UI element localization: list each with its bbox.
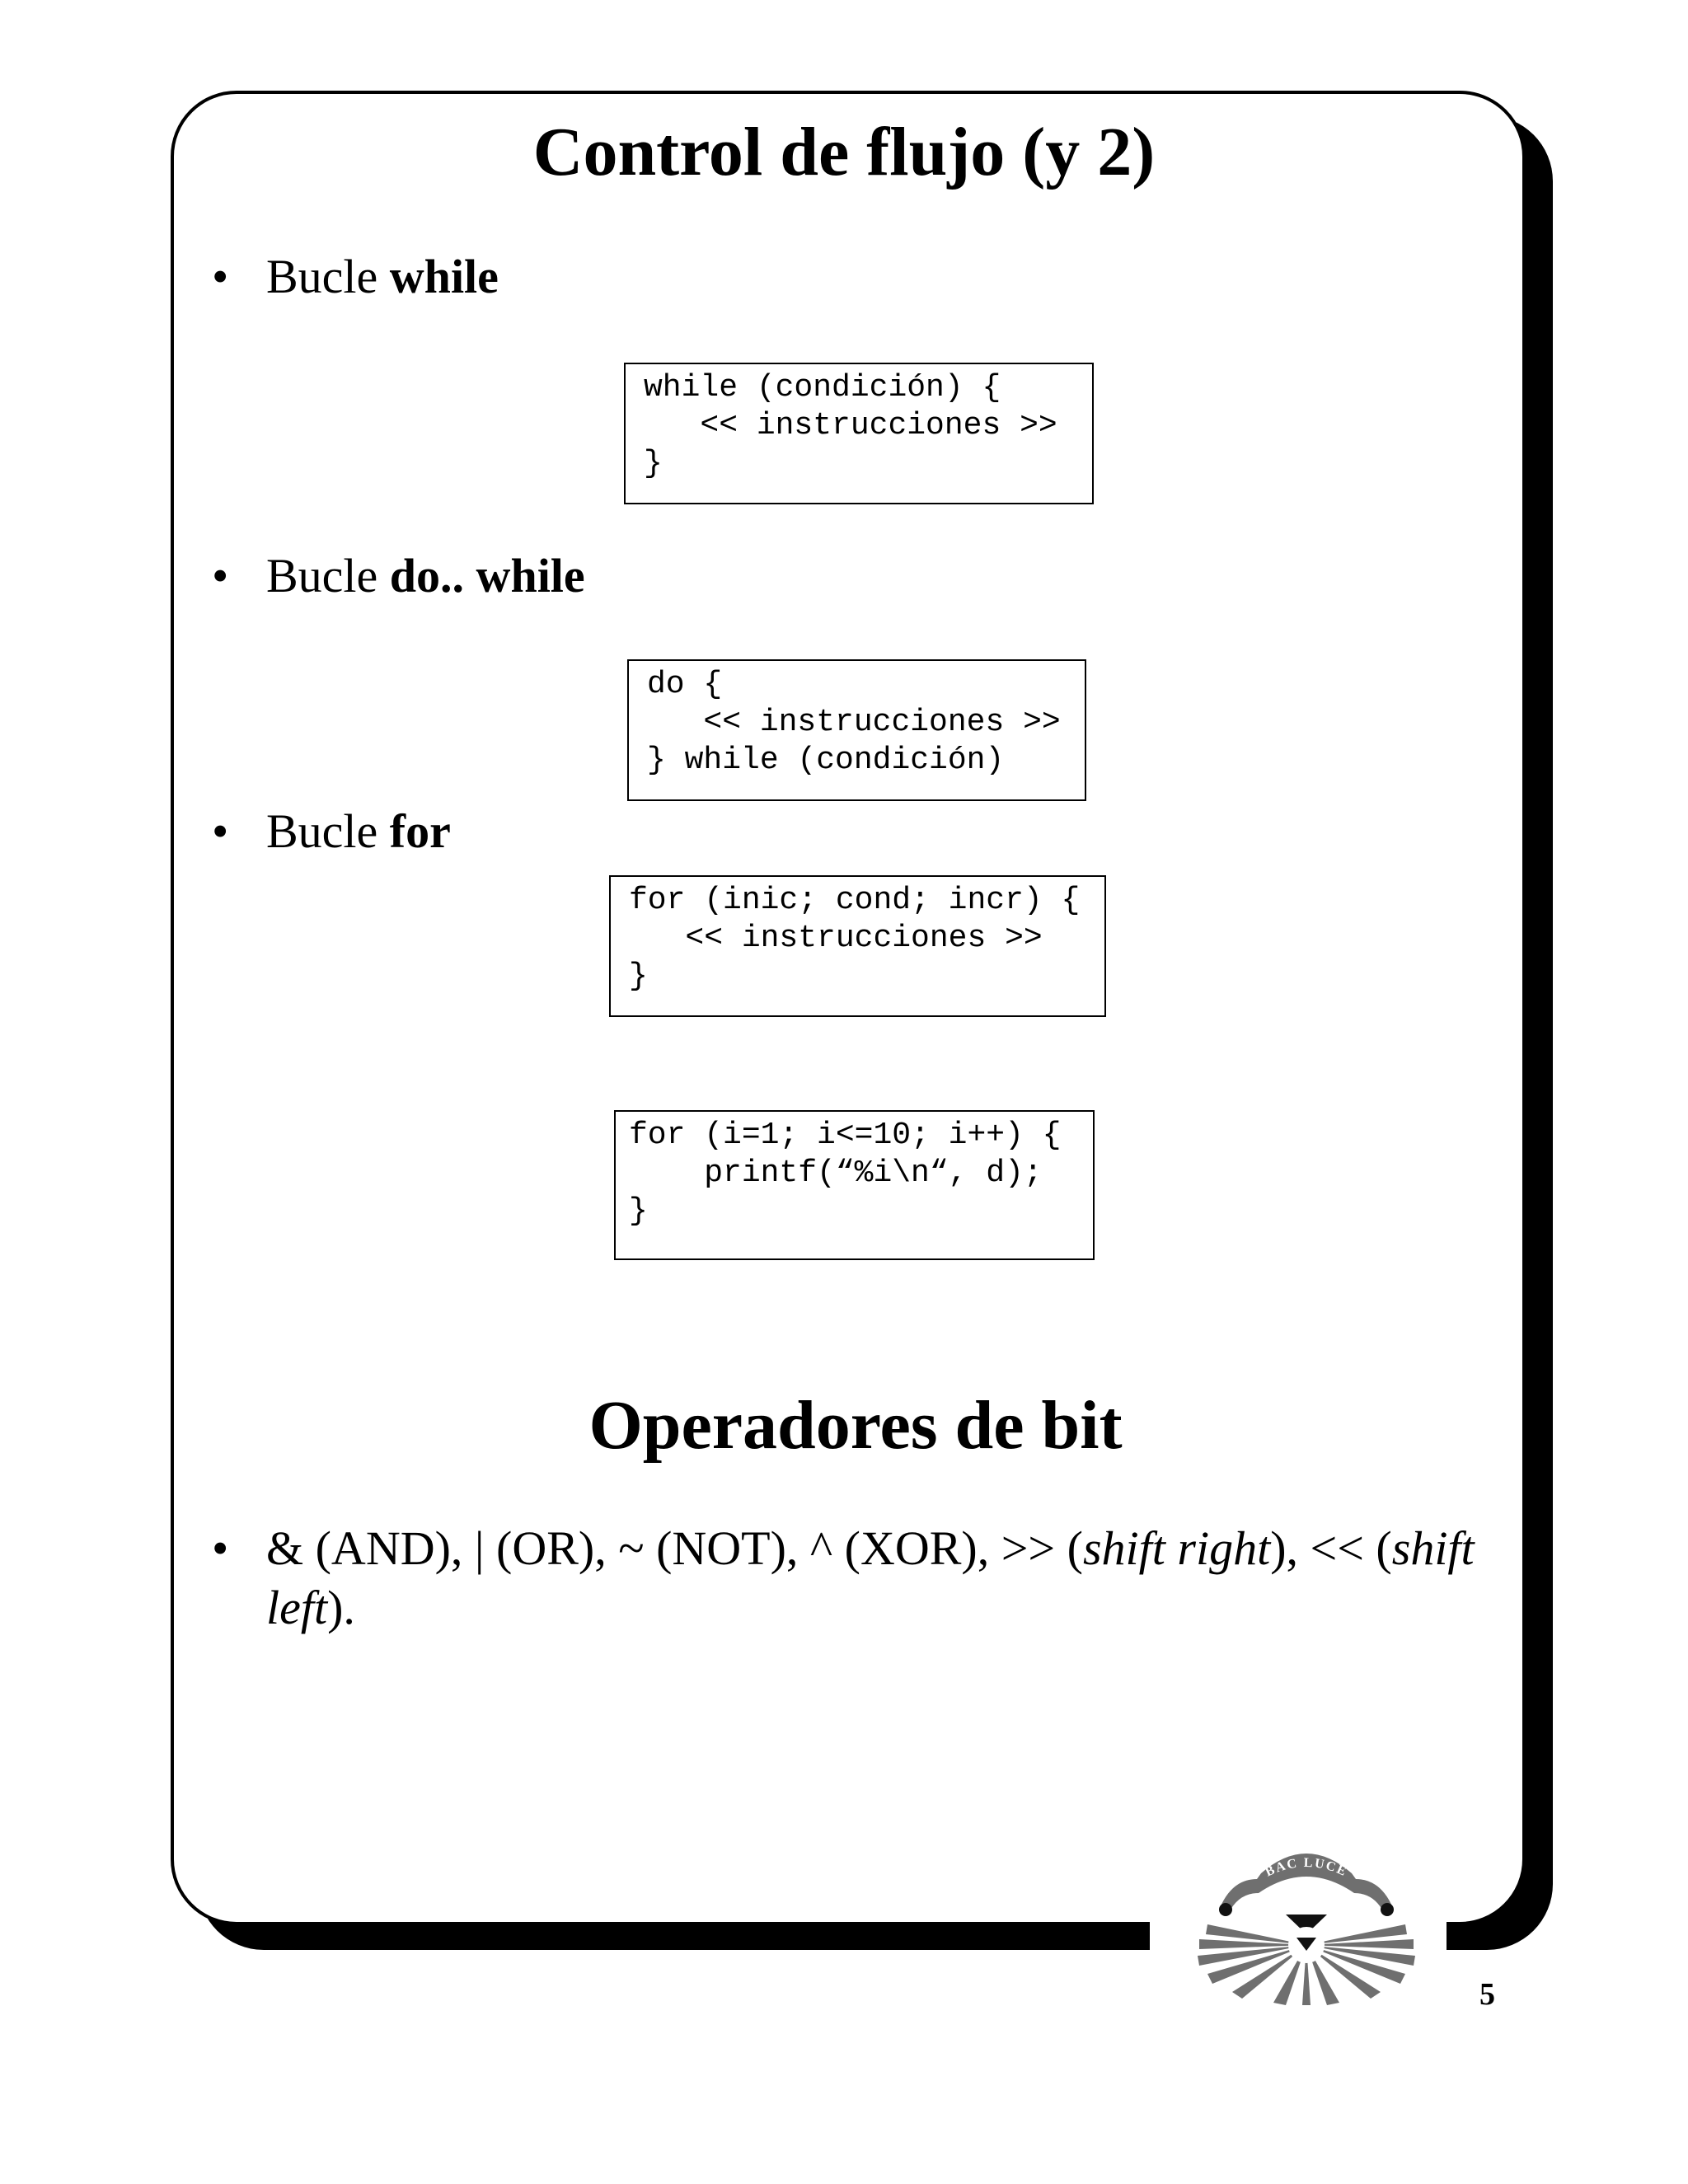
bullet-text: Bucle do.. while	[266, 549, 585, 602]
bullet-text: Bucle while	[266, 250, 499, 303]
code-line: << instrucciones >>	[647, 705, 1061, 740]
code-line: for (inic; cond; incr) {	[629, 883, 1081, 918]
code-block-do-while	[627, 659, 1086, 801]
section-title: Operadores de bit	[588, 1387, 1123, 1464]
slide-title: Control de flujo (y 2)	[532, 114, 1156, 190]
bullet-dot: •	[212, 250, 229, 303]
code-line: printf(“%i\n“, d);	[629, 1155, 1043, 1191]
bullet-dot: •	[212, 1521, 229, 1575]
keyword: while	[389, 250, 499, 303]
code-line: << instrucciones >>	[629, 921, 1043, 956]
code-block-for-example	[614, 1110, 1095, 1260]
code-line: do {	[647, 667, 723, 702]
code-line: << instrucciones >>	[644, 408, 1057, 443]
code-line: }	[644, 446, 663, 481]
keyword: for	[389, 804, 451, 858]
university-logo-icon	[1175, 1801, 1438, 2007]
code-block-for	[609, 875, 1106, 1017]
bullet-dot: •	[212, 804, 229, 858]
bullet-dot: •	[212, 549, 229, 602]
bullet-text: Bucle for	[266, 804, 451, 858]
code-line: } while (condición)	[647, 743, 1005, 778]
logo-motto: BAC LUCE	[1263, 1855, 1350, 1880]
code-line: for (i=1; i<=10; i++) {	[629, 1118, 1062, 1153]
code-line: }	[629, 1193, 648, 1229]
code-block-while	[624, 363, 1094, 504]
keyword: do.. while	[389, 549, 585, 602]
code-line: while (condición) {	[644, 370, 1001, 405]
operators-text: & (AND), | (OR), ~ (NOT), ^ (XOR), >> (shift right), << (shift left).	[266, 1521, 1475, 1634]
page-number: 5	[1479, 1977, 1495, 2012]
code-line: }	[629, 958, 648, 994]
